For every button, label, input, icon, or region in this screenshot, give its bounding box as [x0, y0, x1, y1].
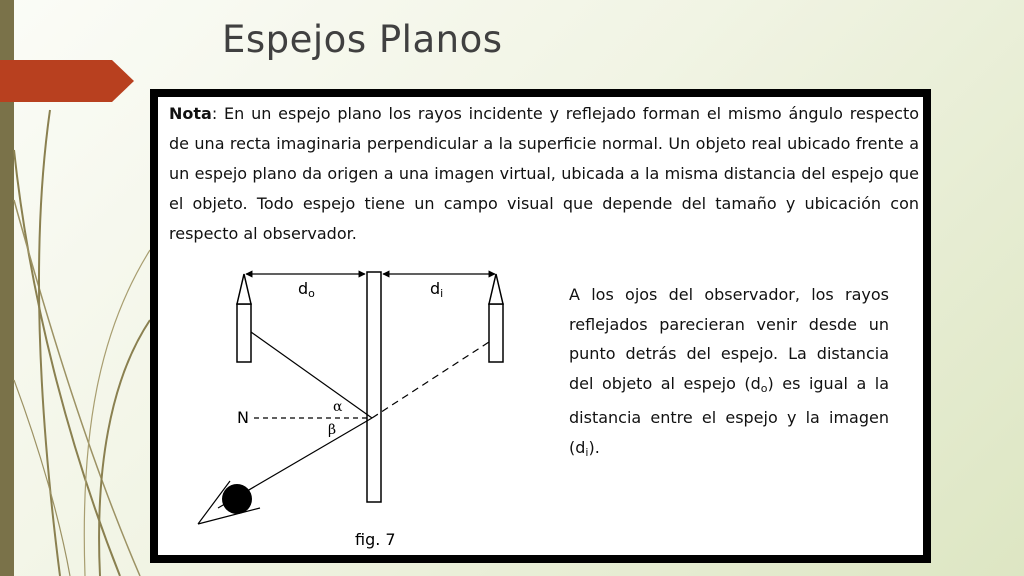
virtual-ray — [372, 342, 489, 418]
image-pencil — [489, 274, 503, 362]
slide-title: Espejos Planos — [222, 18, 503, 61]
note-text: : En un espejo plano los rayos incidente y reflejado forman el mismo ángulo respecto de una recta imaginaria perpendicular a la superficie normal. Un objeto real ubicado frente a un espejo plano da origen a una imagen virtual, ubicada a la misma distancia del espejo que el objeto. Todo espejo tiene un campo visual que depende del tamaño y ubicación con respecto al observador. — [169, 104, 919, 243]
figure-caption: fig. 7 — [355, 530, 396, 549]
mirror-diagram — [158, 262, 578, 555]
label-di: di — [430, 279, 444, 300]
normal-label: N — [237, 408, 249, 427]
accent-tab — [0, 60, 134, 102]
note-label: Nota — [169, 104, 212, 123]
note-paragraph — [169, 99, 919, 249]
observer-eye — [198, 481, 260, 524]
mirror — [367, 272, 381, 502]
beta-label: β — [328, 422, 337, 438]
label-do: do — [298, 279, 315, 300]
object-pencil — [237, 274, 251, 362]
explanation-paragraph: A los ojos del observador, los rayos reflejados parecieran venir desde un punto detrás del espejo. La distancia del objeto al espejo $(d_o)$ es igual a la distancia entre el espejo y la imagen $(d_i)$. — [569, 285, 889, 459]
alpha-label: α — [333, 399, 343, 415]
incident-ray — [251, 332, 372, 418]
content-panel — [158, 97, 923, 555]
